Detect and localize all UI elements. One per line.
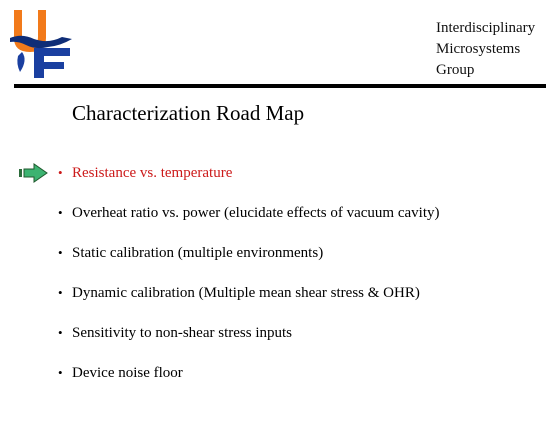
bullet-list: [58, 162, 439, 402]
org-name: [436, 18, 535, 81]
bullet-marker: •: [58, 205, 63, 220]
bullet-item: [58, 282, 439, 322]
bullet-item: [58, 362, 439, 402]
bullet-marker: •: [58, 165, 63, 180]
bullet-text: Resistance vs. temperature: [72, 165, 233, 181]
slide-title: Characterization Road Map: [72, 101, 305, 125]
bullet-text: Static calibration (multiple environments): [72, 245, 324, 261]
uf-gator-logo-icon: [8, 8, 74, 80]
bullet-marker: •: [58, 245, 63, 260]
bullet-text: Device noise floor: [72, 365, 183, 381]
bullet-text: Overheat ratio vs. power (elucidate effects of vacuum cavity): [72, 205, 440, 221]
header-divider: [14, 84, 546, 88]
bullet-item: [58, 322, 439, 362]
org-line: Interdisciplinary: [436, 20, 536, 36]
org-line: Group: [436, 62, 475, 78]
bullet-text: Sensitivity to non-shear stress inputs: [72, 325, 292, 341]
bullet-text: Dynamic calibration (Multiple mean shear stress & OHR): [72, 285, 420, 301]
bullet-marker: •: [58, 365, 63, 380]
org-line: Microsystems: [436, 41, 521, 57]
bullet-marker: •: [58, 285, 63, 300]
bullet-item: [58, 162, 439, 202]
bullet-item: [58, 242, 439, 282]
bullet-marker: •: [58, 325, 63, 340]
green-arrow-icon: [18, 162, 48, 184]
bullet-item: [58, 202, 439, 242]
